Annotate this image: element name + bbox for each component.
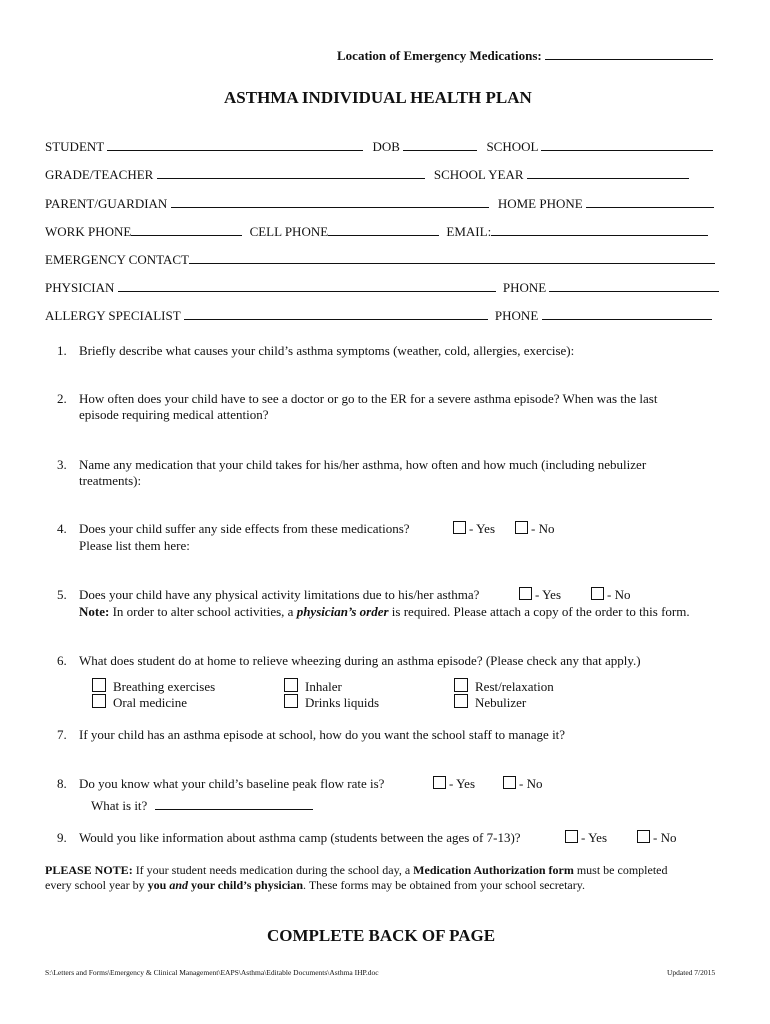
please-note-label: PLEASE NOTE:	[45, 863, 133, 877]
footer-file-path: S:\Letters and Forms\Emergency & Clinical Management\EAPS\Asthma\Editable Documents\Asthma IHP.doc	[45, 968, 379, 977]
rest-relaxation-checkbox[interactable]	[454, 678, 468, 692]
question-5-yes-checkbox[interactable]	[519, 587, 532, 600]
allergy-specialist-label: ALLERGY SPECIALIST	[45, 308, 181, 323]
question-8-no-checkbox[interactable]	[503, 776, 516, 789]
oral-medicine-checkbox[interactable]	[92, 694, 106, 708]
dob-field[interactable]	[403, 139, 477, 151]
question-5-yes-label: - Yes	[535, 587, 562, 602]
emergency-medication-location	[337, 48, 713, 64]
question-9-no-option[interactable]	[637, 830, 676, 846]
rest-relaxation-label: Rest/relaxation	[475, 679, 554, 694]
question-9-no-checkbox[interactable]	[637, 830, 650, 843]
question-9-yes-label: - Yes	[581, 830, 608, 845]
medication-authorization-form: Medication Authorization form	[413, 863, 574, 877]
location-field[interactable]	[545, 48, 713, 60]
question-2-number: 2.	[57, 391, 67, 406]
home-phone-label: HOME PHONE	[497, 196, 583, 211]
option-oral-medicine[interactable]	[92, 694, 187, 711]
question-5-no-checkbox[interactable]	[591, 587, 604, 600]
please-note-text4: every school year by	[45, 878, 148, 892]
school-year-field[interactable]	[527, 167, 689, 179]
question-5-no-option[interactable]	[591, 587, 630, 603]
grade-teacher-field[interactable]	[157, 167, 425, 179]
please-note-text3: must be completed	[573, 863, 668, 877]
question-4-yes-option[interactable]	[453, 521, 495, 537]
question-8-no-label: - No	[519, 776, 543, 791]
allergy-phone-label: PHONE	[494, 308, 539, 323]
question-6-number: 6.	[57, 653, 67, 668]
breathing-exercises-label: Breathing exercises	[113, 679, 216, 694]
question-5-note-label: Note:	[79, 604, 110, 619]
complete-back-of-page: COMPLETE BACK OF PAGE	[267, 926, 496, 945]
work-phone-field[interactable]	[131, 224, 242, 236]
please-note-text8: . These forms may be obtained from your school secretary.	[303, 878, 585, 892]
question-5-number: 5.	[57, 587, 67, 602]
question-9-number: 9.	[57, 830, 67, 845]
emergency-contact-row	[45, 252, 715, 268]
question-3-line1: Name any medication that your child takes for his/her asthma, how often and how much (including nebulizer	[79, 457, 647, 472]
question-5-note-emphasis: physician’s order	[296, 604, 389, 619]
school-year-label: SCHOOL YEAR	[433, 167, 524, 182]
question-7-text: If your child has an asthma episode at school, how do you want the school staff to manage it?	[79, 727, 566, 742]
question-8-number: 8.	[57, 776, 67, 791]
drinks-liquids-label: Drinks liquids	[305, 695, 380, 710]
physician-phone-field[interactable]	[549, 280, 719, 292]
question-4-number: 4.	[57, 521, 67, 536]
question-9-no-label: - No	[653, 830, 677, 845]
question-8-yes-checkbox[interactable]	[433, 776, 446, 789]
please-note-line1	[45, 863, 667, 878]
question-8-yes-label: - Yes	[449, 776, 476, 791]
please-note-and: and	[166, 878, 192, 892]
student-row	[45, 139, 713, 155]
question-8-no-option[interactable]	[503, 776, 542, 792]
question-5-text: Does your child have any physical activity limitations due to his/her asthma?	[79, 587, 480, 602]
email-label: EMAIL:	[446, 224, 492, 239]
cell-phone-label: CELL PHONE	[249, 224, 329, 239]
physician-phone-label: PHONE	[502, 280, 547, 295]
home-phone-field[interactable]	[586, 196, 714, 208]
please-note-you: you	[147, 878, 167, 892]
allergy-row	[45, 308, 712, 324]
question-8-peak-flow	[91, 798, 313, 814]
email-field[interactable]	[491, 224, 708, 236]
question-4-no-checkbox[interactable]	[515, 521, 528, 534]
question-9-yes-option[interactable]	[565, 830, 607, 846]
peak-flow-field[interactable]	[155, 798, 313, 810]
question-4-no-option[interactable]	[515, 521, 554, 537]
question-4-text: Does your child suffer any side effects from these medications?	[79, 521, 410, 536]
physician-row	[45, 280, 719, 296]
dob-label: DOB	[372, 139, 400, 154]
physician-field[interactable]	[118, 280, 496, 292]
drinks-liquids-checkbox[interactable]	[284, 694, 298, 708]
question-3-number: 3.	[57, 457, 67, 472]
student-field[interactable]	[107, 139, 363, 151]
please-note-text1: If your student needs medication during the school day, a	[132, 863, 414, 877]
allergy-specialist-field[interactable]	[184, 308, 488, 320]
question-9-text: Would you like information about asthma camp (students between the ages of 7-13)?	[79, 830, 521, 845]
question-5-yes-option[interactable]	[519, 587, 561, 603]
question-8-yes-option[interactable]	[433, 776, 475, 792]
question-2-line1: How often does your child have to see a doctor or go to the ER for a severe asthma episode? When was the last	[79, 391, 658, 406]
footer-updated: Updated 7/2015	[667, 968, 716, 977]
question-6-text: What does student do at home to relieve wheezing during an asthma episode? (Please check any that apply.)	[79, 653, 641, 668]
question-9-yes-checkbox[interactable]	[565, 830, 578, 843]
nebulizer-label: Nebulizer	[475, 695, 527, 710]
parent-row	[45, 196, 714, 212]
question-4-yes-checkbox[interactable]	[453, 521, 466, 534]
contact-row	[45, 224, 708, 240]
page-title: ASTHMA INDIVIDUAL HEALTH PLAN	[224, 88, 532, 107]
question-4-no-label: - No	[531, 521, 555, 536]
nebulizer-checkbox[interactable]	[454, 694, 468, 708]
question-7-number: 7.	[57, 727, 67, 742]
please-note-line2	[45, 878, 585, 893]
physician-label: PHYSICIAN	[45, 280, 115, 295]
question-8-line2: What is it?	[91, 798, 148, 813]
question-8-text: Do you know what your child’s baseline peak flow rate is?	[79, 776, 385, 791]
oral-medicine-label: Oral medicine	[113, 695, 187, 710]
emergency-contact-field[interactable]	[189, 252, 715, 264]
parent-guardian-label: PARENT/GUARDIAN	[45, 196, 168, 211]
grade-row	[45, 167, 689, 183]
location-label: Location of Emergency Medications:	[337, 48, 542, 63]
question-5-note-pre: In order to alter school activities, a	[109, 604, 297, 619]
question-5-note	[79, 604, 690, 620]
question-4-yes-label: - Yes	[469, 521, 496, 536]
option-breathing-exercises[interactable]	[92, 678, 215, 695]
question-1-text: Briefly describe what causes your child’s asthma symptoms (weather, cold, allergies, exercise):	[79, 343, 575, 358]
school-label: SCHOOL	[486, 139, 538, 154]
school-field[interactable]	[541, 139, 713, 151]
inhaler-checkbox[interactable]	[284, 678, 298, 692]
parent-guardian-field[interactable]	[171, 196, 489, 208]
question-3-line2: treatments):	[79, 473, 142, 488]
question-4-line2: Please list them here:	[79, 538, 190, 553]
work-phone-label: WORK PHONE	[45, 224, 132, 239]
inhaler-label: Inhaler	[305, 679, 342, 694]
option-drinks-liquids[interactable]	[284, 694, 379, 711]
please-note-physician: your child’s physician	[191, 878, 304, 892]
question-2-line2: episode requiring medical attention?	[79, 407, 269, 422]
question-1-number: 1.	[57, 343, 67, 358]
option-rest-relaxation[interactable]	[454, 678, 554, 695]
student-label: STUDENT	[45, 139, 104, 154]
allergy-phone-field[interactable]	[542, 308, 712, 320]
option-inhaler[interactable]	[284, 678, 342, 695]
grade-teacher-label: GRADE/TEACHER	[45, 167, 154, 182]
question-5-note-post: is required. Please attach a copy of the order to this form.	[388, 604, 690, 619]
option-nebulizer[interactable]	[454, 694, 526, 711]
breathing-exercises-checkbox[interactable]	[92, 678, 106, 692]
cell-phone-field[interactable]	[328, 224, 439, 236]
emergency-contact-label: EMERGENCY CONTACT	[45, 252, 190, 267]
question-5-no-label: - No	[607, 587, 631, 602]
